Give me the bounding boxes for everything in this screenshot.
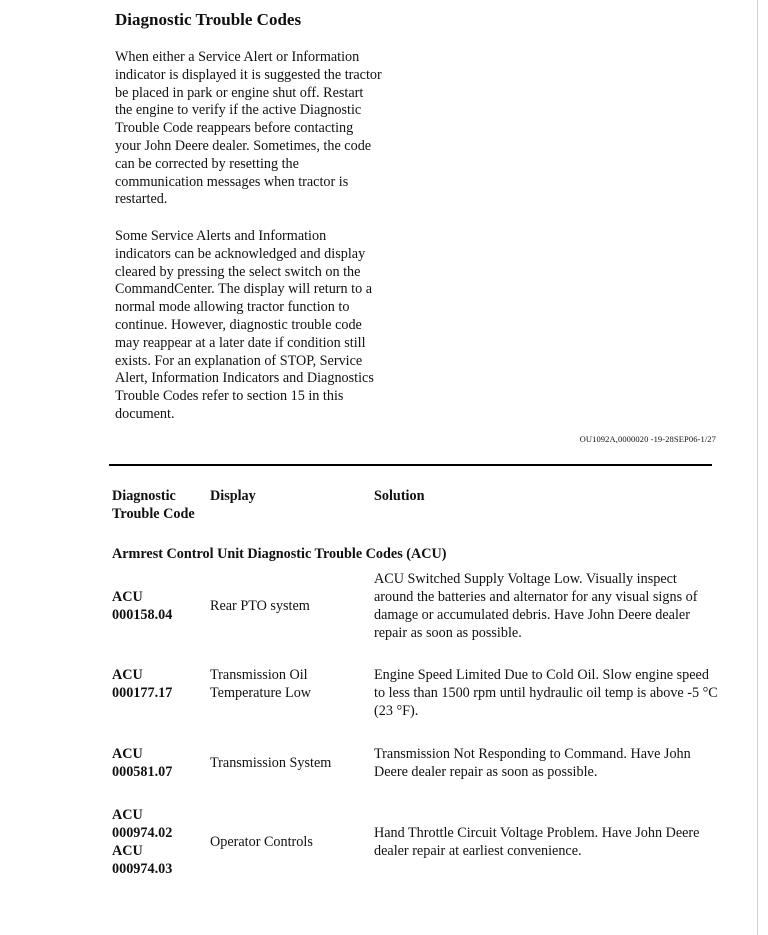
row-display: Rear PTO system <box>210 598 310 614</box>
intro-paragraph-1: When either a Service Alert or Information indicator is displayed it is suggested the tractor be placed in park or engine shut off. Restart the engine to verify if the active Diagnostic Trouble Code reappears before contacting your John Deere dealer. Sometimes, the code can be corrected by resetting the communication messages when tractor is restarted. <box>115 49 382 208</box>
header-display: Display <box>210 488 256 504</box>
page-title: Diagnostic Trouble Codes <box>115 10 302 29</box>
row-display: Transmission System <box>210 755 332 771</box>
row-code: ACU 000158.04 <box>112 589 173 623</box>
section-title-acu: Armrest Control Unit Diagnostic Trouble Codes (ACU) <box>112 546 447 562</box>
row-solution: Engine Speed Limited Due to Cold Oil. Slow engine speed to less than 1500 rpm until hydraulic oil temp is above -5 °C (23 °F). <box>374 667 718 719</box>
row-display: Operator Controls <box>210 834 313 850</box>
row-code: ACU 000974.02 ACU 000974.03 <box>112 807 173 877</box>
row-code: ACU 000177.17 <box>112 667 173 701</box>
row-solution: Hand Throttle Circuit Voltage Problem. Have John Deere dealer repair at earliest convenience. <box>374 825 700 859</box>
row-solution: Transmission Not Responding to Command. Have John Deere dealer repair as soon as possible. <box>374 746 691 780</box>
intro-paragraph-2: Some Service Alerts and Information indicators can be acknowledged and display cleared by pressing the select switch on the CommandCenter. The display will return to a normal mode allowing tractor function to continue. However, diagnostic trouble code may reappear at a later date if condition still exists. For an explanation of STOP, Service Alert, Information Indicators and Diagnostics Trouble Codes refer to section 15 in this document. <box>115 228 374 422</box>
document-reference: OU1092A,0000020 -19-28SEP06-1/27 <box>579 434 716 444</box>
section-divider <box>109 464 712 466</box>
header-code: Diagnostic Trouble Code <box>112 488 195 522</box>
row-code: ACU 000581.07 <box>112 746 173 780</box>
page-edge-line <box>757 0 758 935</box>
header-solution: Solution <box>374 488 425 504</box>
row-solution: ACU Switched Supply Voltage Low. Visually inspect around the batteries and alternator for any visual signs of damage or accumulated debris. Have John Deere dealer repair as soon as possible. <box>374 571 698 641</box>
row-display: Transmission Oil Temperature Low <box>210 667 312 701</box>
